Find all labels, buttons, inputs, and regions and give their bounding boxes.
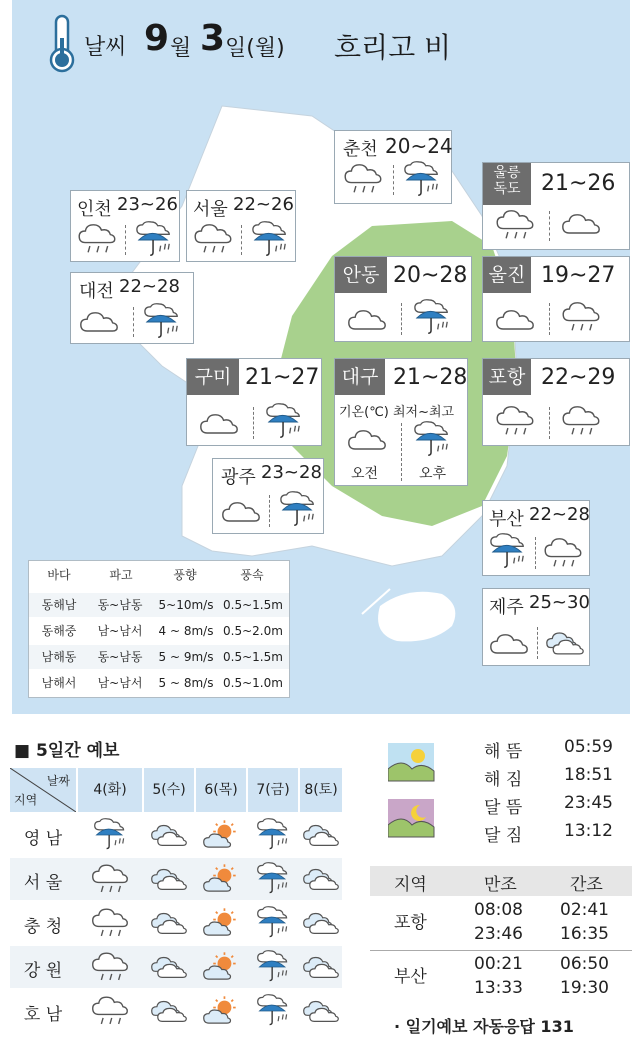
city-temp: 20~28 — [393, 263, 468, 288]
sun-cloud-icon — [202, 994, 240, 1028]
city-card-gwangju — [212, 458, 324, 534]
city-temp: 22~28 — [529, 504, 590, 525]
umbrella-rain-icon — [411, 299, 453, 337]
sun-cloud-icon — [202, 862, 240, 896]
partly-cloudy-icon — [302, 862, 340, 896]
sea-header-row: 바다 파고 풍향 풍속 — [47, 568, 264, 582]
sun-cloud-icon — [202, 950, 240, 984]
sea-row: 동해남 동~남동 5~10m/s 0.5~1.5m — [29, 593, 289, 617]
sunrise-sunset-icon — [388, 743, 436, 783]
city-tag: 안동 — [335, 257, 387, 293]
city-card-ulleung — [482, 162, 630, 250]
sunset-label: 해 짐 — [484, 770, 523, 790]
city-tag: 구미 — [187, 359, 239, 395]
partly-cloudy-icon — [302, 818, 340, 852]
umbrella-rain-icon — [249, 221, 291, 259]
city-temp: 21~26 — [541, 171, 616, 196]
city-tag: 포항 — [483, 359, 531, 395]
city-temp: 23~28 — [261, 462, 322, 483]
sunrise-label: 해 뜸 — [484, 742, 523, 762]
umbrella-rain-icon — [277, 491, 319, 529]
region-name: 강 원 — [23, 961, 63, 981]
sun-moon-panel — [388, 735, 632, 850]
day-header: 6(목) — [196, 768, 246, 812]
partly-cloudy-icon — [150, 906, 188, 940]
city-card-incheon — [70, 190, 180, 262]
cloud-rain-icon — [561, 405, 601, 437]
legend-pm: 오후 — [419, 466, 447, 482]
sea-row: 동해중 남~남서 4 ~ 8m/s 0.5~2.0m — [41, 624, 283, 638]
city-card-busan — [482, 500, 590, 576]
corner-cell: 날짜 지역 — [10, 768, 76, 812]
cloud-rain-icon — [91, 906, 129, 940]
cloud-rain-icon — [495, 209, 535, 241]
cloud-icon — [199, 409, 239, 437]
city-card-uljin — [482, 256, 630, 342]
region-name: 충 청 — [23, 917, 63, 937]
cloud-rain-icon — [543, 537, 583, 569]
tide-region: 부산 — [394, 967, 427, 987]
partly-cloudy-icon — [302, 994, 340, 1028]
cloud-icon — [561, 209, 601, 237]
day-unit: 일(월) — [225, 36, 285, 61]
city-card-jeju — [482, 588, 590, 666]
sun-cloud-icon — [202, 818, 240, 852]
city-card-daejeon — [70, 272, 194, 344]
city-card-seoul — [186, 190, 296, 262]
cloud-rain-icon — [77, 223, 117, 255]
day-header: 8(토) — [300, 768, 342, 812]
city-name: 대전 — [79, 281, 114, 302]
city-card-chuncheon — [334, 130, 452, 204]
tide-region: 포항 — [394, 913, 427, 933]
legend-temp-caption: 기온(℃) 최저~최고 — [339, 405, 455, 420]
five-day-title: ■ 5일간 예보 — [14, 741, 120, 761]
legend-am: 오전 — [351, 466, 379, 482]
city-temp: 21~27 — [245, 365, 320, 390]
city-tag: 울릉 독도 — [483, 163, 531, 205]
month-number: 9 — [144, 18, 170, 59]
cloud-icon — [347, 305, 387, 333]
sun-cloud-icon — [202, 906, 240, 940]
cloud-rain-icon — [91, 994, 129, 1028]
region-name: 호 남 — [23, 1005, 63, 1025]
region-name: 서 울 — [23, 873, 63, 893]
city-temp: 22~28 — [119, 276, 180, 297]
umbrella-rain-icon — [91, 818, 129, 852]
sea-row: 남해서 남~남서 5 ~ 8m/s 0.5~1.0m — [41, 676, 283, 690]
partly-cloudy-icon — [150, 818, 188, 852]
city-name: 춘천 — [343, 139, 378, 160]
city-temp: 25~30 — [529, 592, 590, 613]
city-card-pohang — [482, 358, 630, 446]
cloud-rain-icon — [193, 223, 233, 255]
day-number: 3 — [200, 18, 226, 59]
city-name: 제주 — [489, 597, 524, 618]
umbrella-rain-icon — [487, 533, 529, 571]
cloud-rain-icon — [91, 950, 129, 984]
partly-cloudy-icon — [302, 906, 340, 940]
cloud-rain-icon — [91, 862, 129, 896]
city-temp: 19~27 — [541, 263, 616, 288]
month-unit: 월 — [170, 36, 192, 61]
city-card-daegu — [334, 358, 468, 486]
city-temp: 23~26 — [117, 194, 178, 215]
umbrella-rain-icon — [254, 818, 292, 852]
city-tag: 대구 — [335, 359, 385, 395]
cloud-icon — [347, 425, 387, 453]
sunset-time: 18:51 — [564, 765, 613, 785]
day-header: 4(화) — [78, 768, 142, 812]
cloud-icon — [489, 629, 529, 657]
moonset-label: 달 짐 — [484, 826, 523, 846]
umbrella-rain-icon — [133, 221, 175, 259]
umbrella-rain-icon — [401, 161, 443, 199]
weather-summary: 흐리고 비 — [334, 31, 452, 64]
cloud-rain-icon — [561, 301, 601, 333]
city-temp: 22~29 — [541, 365, 616, 390]
cloud-icon — [495, 305, 535, 333]
city-temp: 20~24 — [385, 134, 453, 158]
umbrella-rain-icon — [254, 994, 292, 1028]
city-tag: 울진 — [483, 257, 531, 293]
moonrise-label: 달 뜸 — [484, 798, 523, 818]
footer-hotline: · 일기예보 자동응답 131 — [394, 1017, 574, 1036]
sea-row: 남해동 동~남동 5 ~ 9m/s 0.5~1.5m — [29, 645, 289, 669]
cloud-icon — [79, 307, 119, 335]
umbrella-rain-icon — [141, 303, 183, 341]
umbrella-rain-icon — [411, 421, 453, 459]
partly-cloudy-icon — [150, 994, 188, 1028]
header-bar — [12, 0, 630, 86]
partly-cloudy-icon — [150, 950, 188, 984]
moonrise-moonset-icon — [388, 799, 436, 839]
moonset-time: 13:12 — [564, 821, 613, 841]
cloud-rain-icon — [495, 405, 535, 437]
cloud-icon — [221, 497, 261, 525]
umbrella-rain-icon — [254, 906, 292, 940]
cloud-rain-icon — [343, 163, 383, 195]
moonrise-time: 23:45 — [564, 793, 613, 813]
city-card-gumi — [186, 358, 322, 446]
city-name: 인천 — [77, 199, 112, 220]
partly-cloudy-icon — [545, 629, 585, 657]
partly-cloudy-icon — [302, 950, 340, 984]
umbrella-rain-icon — [263, 403, 305, 441]
day-header: 7(금) — [248, 768, 298, 812]
region-name: 영 남 — [23, 829, 63, 849]
sea-table — [28, 560, 290, 698]
day-header: 5(수) — [144, 768, 194, 812]
city-name: 서울 — [193, 199, 228, 220]
umbrella-rain-icon — [254, 862, 292, 896]
city-name: 광주 — [221, 467, 256, 488]
sunrise-time: 05:59 — [564, 737, 613, 757]
weather-label: 날씨 — [84, 35, 127, 60]
partly-cloudy-icon — [150, 862, 188, 896]
city-temp: 22~26 — [233, 194, 294, 215]
tide-table: 지역 만조 간조 포항 08:08 23:46 02:41 16:35 부산 00:21 13:33 06:50 19:30 — [370, 866, 632, 1006]
thermometer-icon — [42, 14, 82, 74]
city-card-andong — [334, 256, 472, 342]
city-name: 부산 — [489, 509, 524, 530]
umbrella-rain-icon — [254, 950, 292, 984]
city-temp: 21~28 — [393, 365, 468, 390]
